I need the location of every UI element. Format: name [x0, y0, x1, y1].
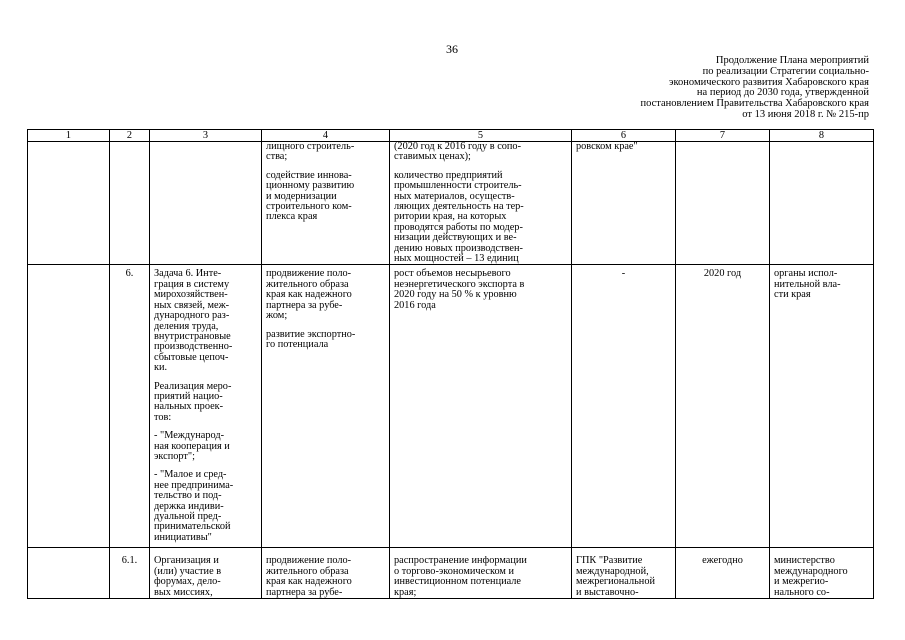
cell-paragraph: Реализация меро- приятий нацио- нальных проек- тов: — [154, 380, 232, 423]
cell-item-number: 6.1. — [110, 548, 150, 599]
table-row — [28, 548, 874, 599]
cell-paragraph: продвижение поло- жительного образа края как надежного партнера за рубе- — [266, 555, 352, 598]
cell-col1 — [28, 548, 110, 599]
header-note-line: Продолжение Плана мероприятий — [715, 55, 869, 66]
cell-paragraph: - "Малое и сред- нее предпринима- тельство и под- держка индиви- дуальной пред- принимательской инициативы" — [154, 469, 234, 543]
cell-activity — [262, 142, 390, 265]
cell-deadline — [676, 142, 770, 265]
cell-activity — [262, 265, 390, 548]
cell-task — [150, 548, 262, 599]
cell-activity — [262, 548, 390, 599]
table-row — [28, 142, 874, 265]
cell-paragraph: ровском крае" — [576, 141, 638, 152]
cell-paragraph: количество предприятий промышленности строитель- ных материалов, осуществ- ляющих деятельность на тер- ритории края, на которых проводятся работы по модер- низации действующих и ве- дению новых производствен- ных мощностей – 13 единиц — [394, 169, 524, 265]
cell-col1 — [28, 265, 110, 548]
column-number: 1 — [28, 130, 110, 142]
cell-program — [572, 142, 676, 265]
table-row — [28, 265, 874, 548]
column-number: 6 — [572, 130, 676, 142]
column-number-row — [28, 130, 874, 142]
header-note-line: по реализации Стратегии социально- — [702, 65, 869, 77]
cell-item-number: 6. — [110, 265, 150, 548]
header-note-line: экономического развития Хабаровского края — [668, 76, 869, 88]
column-number: 4 — [262, 130, 390, 142]
cell-paragraph: содействие иннова- ционному развитию и модернизации строительного ком- плекса края — [266, 169, 355, 223]
header-note-line: на период до 2030 года, утвержденной — [696, 87, 869, 99]
cell-result — [390, 142, 572, 265]
cell-result — [390, 548, 572, 599]
cell-paragraph: - — [621, 268, 626, 280]
cell-paragraph: продвижение поло- жительного образа края как надежного партнера за рубе- жом; — [266, 268, 352, 322]
document-header-note — [509, 56, 869, 121]
cell-result — [390, 265, 572, 548]
page-number: 36 — [446, 42, 458, 56]
cell-col1 — [28, 142, 110, 265]
cell-paragraph: ГПК "Развитие международной, межрегиональной и выставочно- — [576, 555, 655, 598]
column-number: 5 — [390, 130, 572, 142]
cell-responsible — [770, 265, 874, 548]
cell-paragraph: Организация и (или) участие в форумах, дело- вых миссиях, — [154, 555, 222, 598]
cell-task — [150, 142, 262, 265]
cell-paragraph: Задача 6. Инте- грация в систему мирохозяйствен- ных связей, меж- дународного раз- деления труда, внутристрановые производственно- сбытовые цепоч- ки. — [154, 268, 233, 374]
header-note-line: постановлением Правительства Хабаровского края — [640, 98, 869, 110]
cell-deadline: ежегодно — [676, 548, 770, 599]
cell-program — [572, 548, 676, 599]
cell-deadline: 2020 год — [676, 265, 770, 548]
cell-paragraph: (2020 год к 2016 году в сопо- ставимых ценах); — [394, 141, 521, 163]
cell-paragraph: лищного строитель- ства; — [266, 141, 355, 163]
cell-task — [150, 265, 262, 548]
column-number: 3 — [150, 130, 262, 142]
cell-responsible — [770, 548, 874, 599]
header-note-line: от 13 июня 2018 г. № 215-пр — [742, 108, 869, 120]
cell-program — [572, 265, 676, 548]
column-number: 8 — [770, 130, 874, 142]
cell-paragraph: развитие экспортно- го потенциала — [266, 328, 356, 350]
cell-paragraph: - "Международ- ная кооперация и экспорт"; — [154, 430, 230, 462]
cell-paragraph: министерство международного и межрегио- нального со- — [774, 555, 848, 598]
cell-item-number — [110, 142, 150, 265]
cell-paragraph: распространение информации о торгово-экономическом и инвестиционном потенциале края; — [394, 555, 527, 598]
measures-plan-table — [27, 129, 874, 599]
cell-paragraph: органы испол- нительной вла- сти края — [774, 268, 841, 301]
cell-responsible — [770, 142, 874, 265]
cell-paragraph: рост объемов несырьевого неэнергетического экспорта в 2020 году на 50 % к уровню 2016 года — [394, 268, 525, 311]
column-number: 7 — [676, 130, 770, 142]
column-number: 2 — [110, 130, 150, 142]
